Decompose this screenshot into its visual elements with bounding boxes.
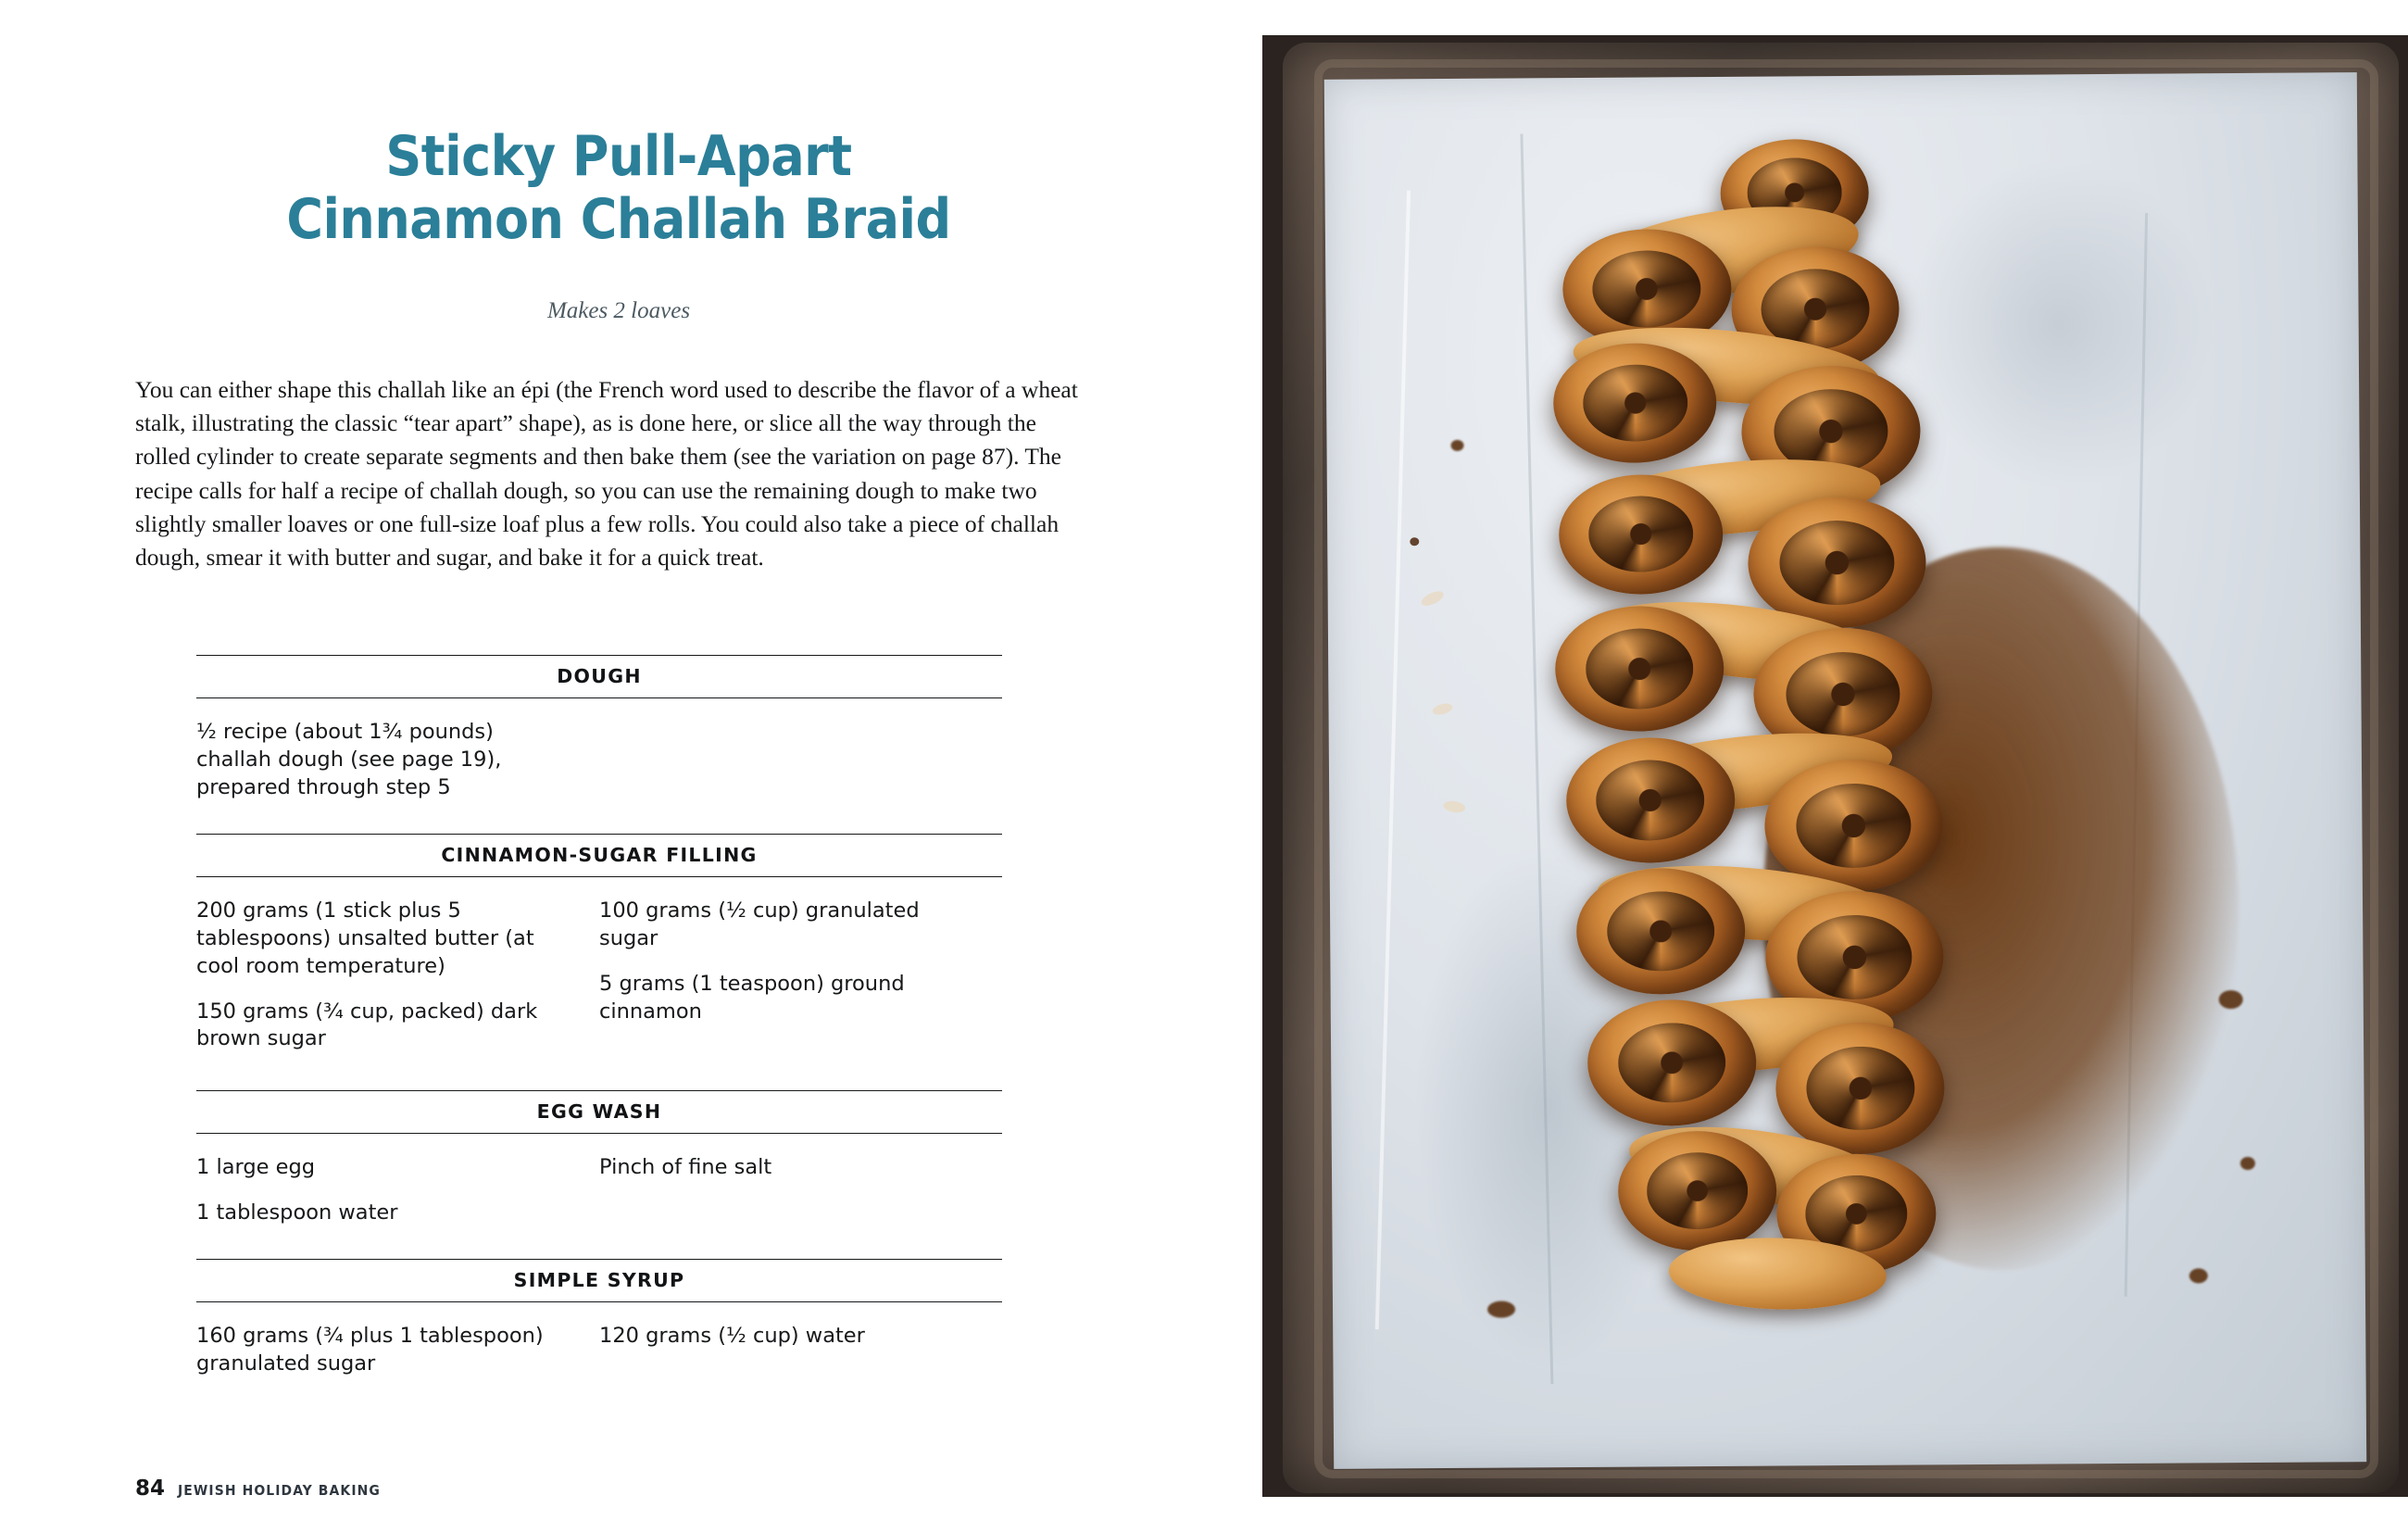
ingredient-item: 120 grams (½ cup) water [599, 1324, 865, 1349]
section-column-right [599, 898, 1002, 1054]
section-heading: SIMPLE SYRUP [196, 1259, 1002, 1302]
ingredient-item: 160 grams (¾ plus 1 tablespoon) granulated sugar [196, 1324, 544, 1376]
ingredient-item: Pinch of fine salt [599, 1155, 772, 1180]
running-head-book-title: JEWISH HOLIDAY BAKING [178, 1482, 381, 1499]
section-heading: CINNAMON-SUGAR FILLING [196, 834, 1002, 877]
recipe-headnote: You can either shape this challah like an épi (the French word used to describe the flavor of a wheat stalk, illustrating the classic “tear apart” shape), as is done here, or slice all the way through the rolled cylinder to create separate segments and then bake them (see the variation on page 87). The recipe calls for half a recipe of challah dough, so you can use the remaining dough to make two slightly smaller loaves or one full-size loaf plus a few rolls. You could also take a piece of challah dough, smear it with butter and sugar, and bake it for a quick treat. [135, 376, 1078, 572]
section-column-right [599, 1323, 1002, 1378]
recipe-title-line-1: Sticky Pull-Apart [385, 124, 852, 189]
photo-frame [1262, 35, 2408, 1497]
ingredient-section-egg-wash [196, 1090, 1002, 1240]
section-heading: EGG WASH [196, 1090, 1002, 1134]
recipe-title [137, 126, 1100, 252]
ingredient-item: ½ recipe (about 1¾ pounds) challah dough (see page 19), prepared through step 5 [196, 720, 502, 799]
recipe-yield: Makes 2 loaves [546, 298, 691, 323]
caramel-drip [2240, 1157, 2255, 1170]
parchment-paper [1324, 72, 2366, 1469]
caramel-drip [2219, 990, 2243, 1009]
page-number: 84 [135, 1476, 166, 1501]
ingredient-section-simple-syrup [196, 1259, 1002, 1391]
section-heading: DOUGH [196, 655, 1002, 698]
ingredient-item: 5 grams (1 teaspoon) ground cinnamon [599, 971, 905, 1024]
section-column-left [196, 719, 599, 802]
section-column-left [196, 1323, 599, 1378]
caramel-drip [2189, 1268, 2208, 1283]
section-column-left [196, 898, 599, 1054]
sheet-pan [1283, 43, 2399, 1493]
ingredient-item: 1 tablespoon water [196, 1200, 398, 1225]
recipe-title-line-2: Cinnamon Challah Braid [286, 186, 951, 252]
section-column-right [599, 719, 1002, 802]
ingredient-item: 150 grams (¾ cup, packed) dark brown sugar [196, 999, 538, 1051]
bread-crumb [1410, 537, 1419, 546]
parchment-crease [1375, 191, 1411, 1330]
cinnamon-challah-braid [1541, 137, 2045, 1336]
ingredient-list [196, 655, 1002, 1391]
ingredient-section-cinnamon-sugar-filling [196, 834, 1002, 1067]
caramel-drip [1450, 440, 1463, 451]
section-column-left [196, 1154, 599, 1227]
ingredient-section-dough [196, 655, 1002, 815]
ingredient-item: 100 grams (½ cup) granulated sugar [599, 898, 920, 950]
recipe-photograph [1262, 0, 2408, 1533]
ingredient-item: 1 large egg [196, 1155, 316, 1180]
page-footer [135, 1476, 381, 1501]
ingredient-item: 200 grams (1 stick plus 5 tablespoons) unsalted butter (at cool room temperature) [196, 898, 534, 978]
section-column-right [599, 1154, 1002, 1227]
